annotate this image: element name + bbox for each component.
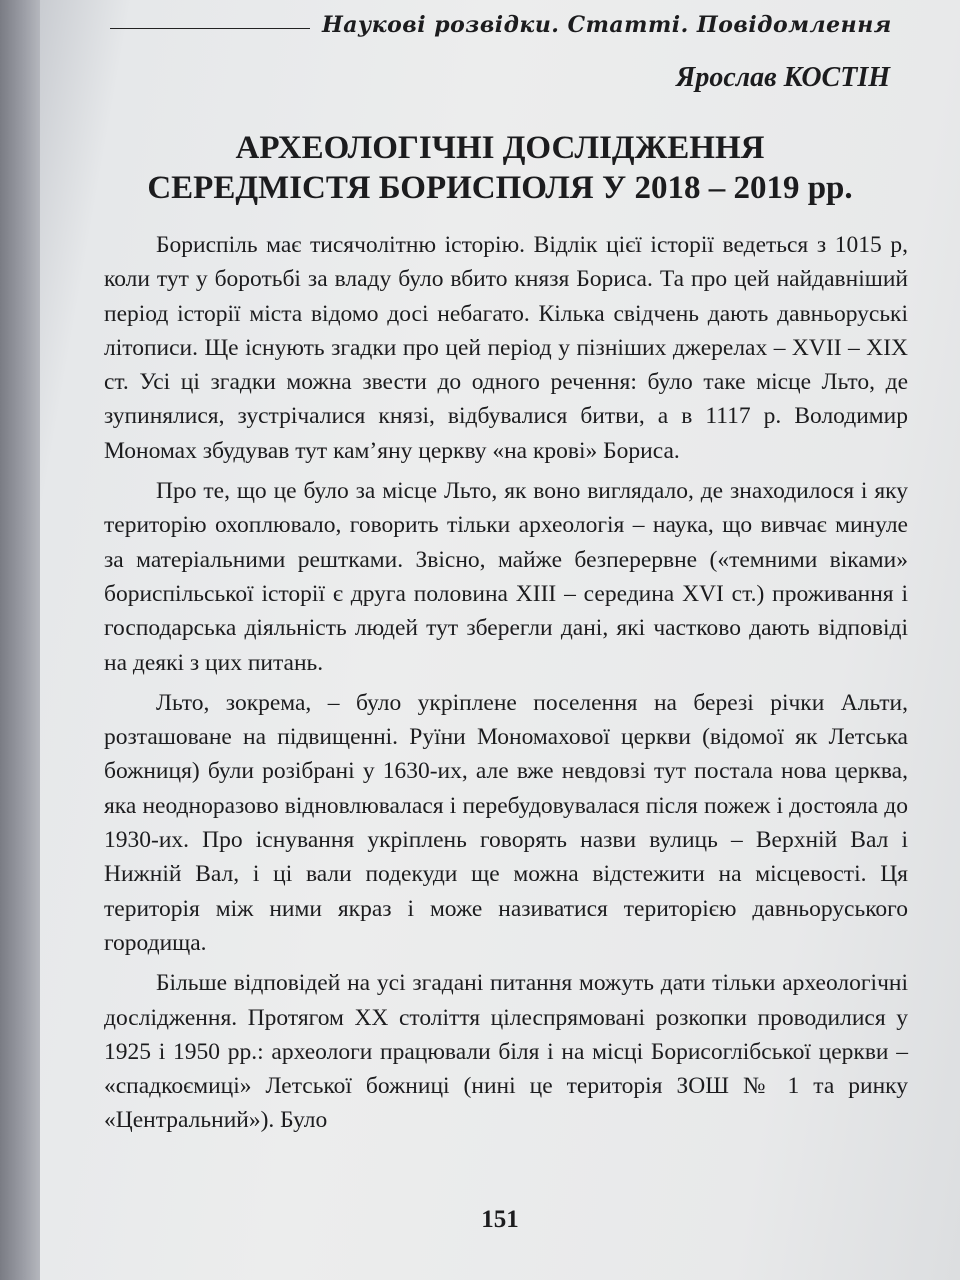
book-page	[40, 0, 960, 1280]
author-name: Ярослав КОСТІН	[676, 62, 890, 93]
paragraph-4: Більше відповідей на усі згадані питання можуть дати тільки археологічні дослідження. Протягом XX століття цілеспрямовані розкопки проводилися у 1925 і 1950 рр.: археологи працювали біля і на місці Борисоглібської церкви – «спадкоємиці» Летської божниці (нині це територія ЗОШ № 1 та ринку «Центральний»). Було	[104, 970, 908, 1134]
article-body	[104, 228, 908, 1144]
running-head-title: Наукові розвідки. Статті. Повідомлення	[322, 12, 892, 38]
paragraph-1: Бориспіль має тисячолітню історію. Відлік цієї історії ведеться з 1015 р, коли тут у боротьбі за владу було вбито князя Бориса. Та про цей найдавніший період історії міста відомо досі небагато. Кілька свідчень дають давньоруські літописи. Ще існують згадки про цей період у пізніших джерелах – XVII – XIX ст. Усі ці згадки можна звести до одного речення: було таке місце Льто, де зупинялися, зустрічалися князі, відбувалися битви, а в 1117 р. Володимир Мономах збудував тут кам’яну церкву «на крові» Бориса.	[104, 232, 908, 464]
article-title-line-2: СЕРЕДМІСТЯ БОРИСПОЛЯ У 2018 – 2019 рр.	[147, 170, 853, 206]
adjacent-page-edge	[0, 0, 40, 1280]
paragraph-3: Льто, зокрема, – було укріплене поселення на березі річки Альти, розташоване на підвищенні. Руїни Мономахової церкви (відомої як Летська божниця) були розібрані у 1630-их, але вже невдовзі тут постала нова церква, яка неодноразово відновлювалася і перебудовувалася після пожеж і достояла до 1930-их. Про існування укріплень говорять назви вулиць – Верхній Вал і Нижній Вал, і ці вали подекуди ще можна відстежити на місцевості. Ця територія між ними якраз і може називатися територією давньоруського городища.	[104, 689, 908, 956]
running-head	[110, 8, 910, 42]
article-title	[100, 128, 900, 208]
running-head-rule	[110, 28, 310, 29]
page-number: 151	[481, 1206, 519, 1233]
article-title-line-1: АРХЕОЛОГІЧНІ ДОСЛІДЖЕННЯ	[235, 130, 765, 166]
paragraph-2: Про те, що це було за місце Льто, як воно виглядало, де знаходилося і яку територію охоплювало, говорить тільки археологія – наука, що вивчає минуле за матеріальними рештками. Звісно, майже безперервне («темними віками» бориспільської історії є друга половина XIII – середина XVI ст.) проживання і господарська діяльність людей тут зберегли дані, які частково дають відповіді на деякі з цих питань.	[104, 478, 908, 676]
